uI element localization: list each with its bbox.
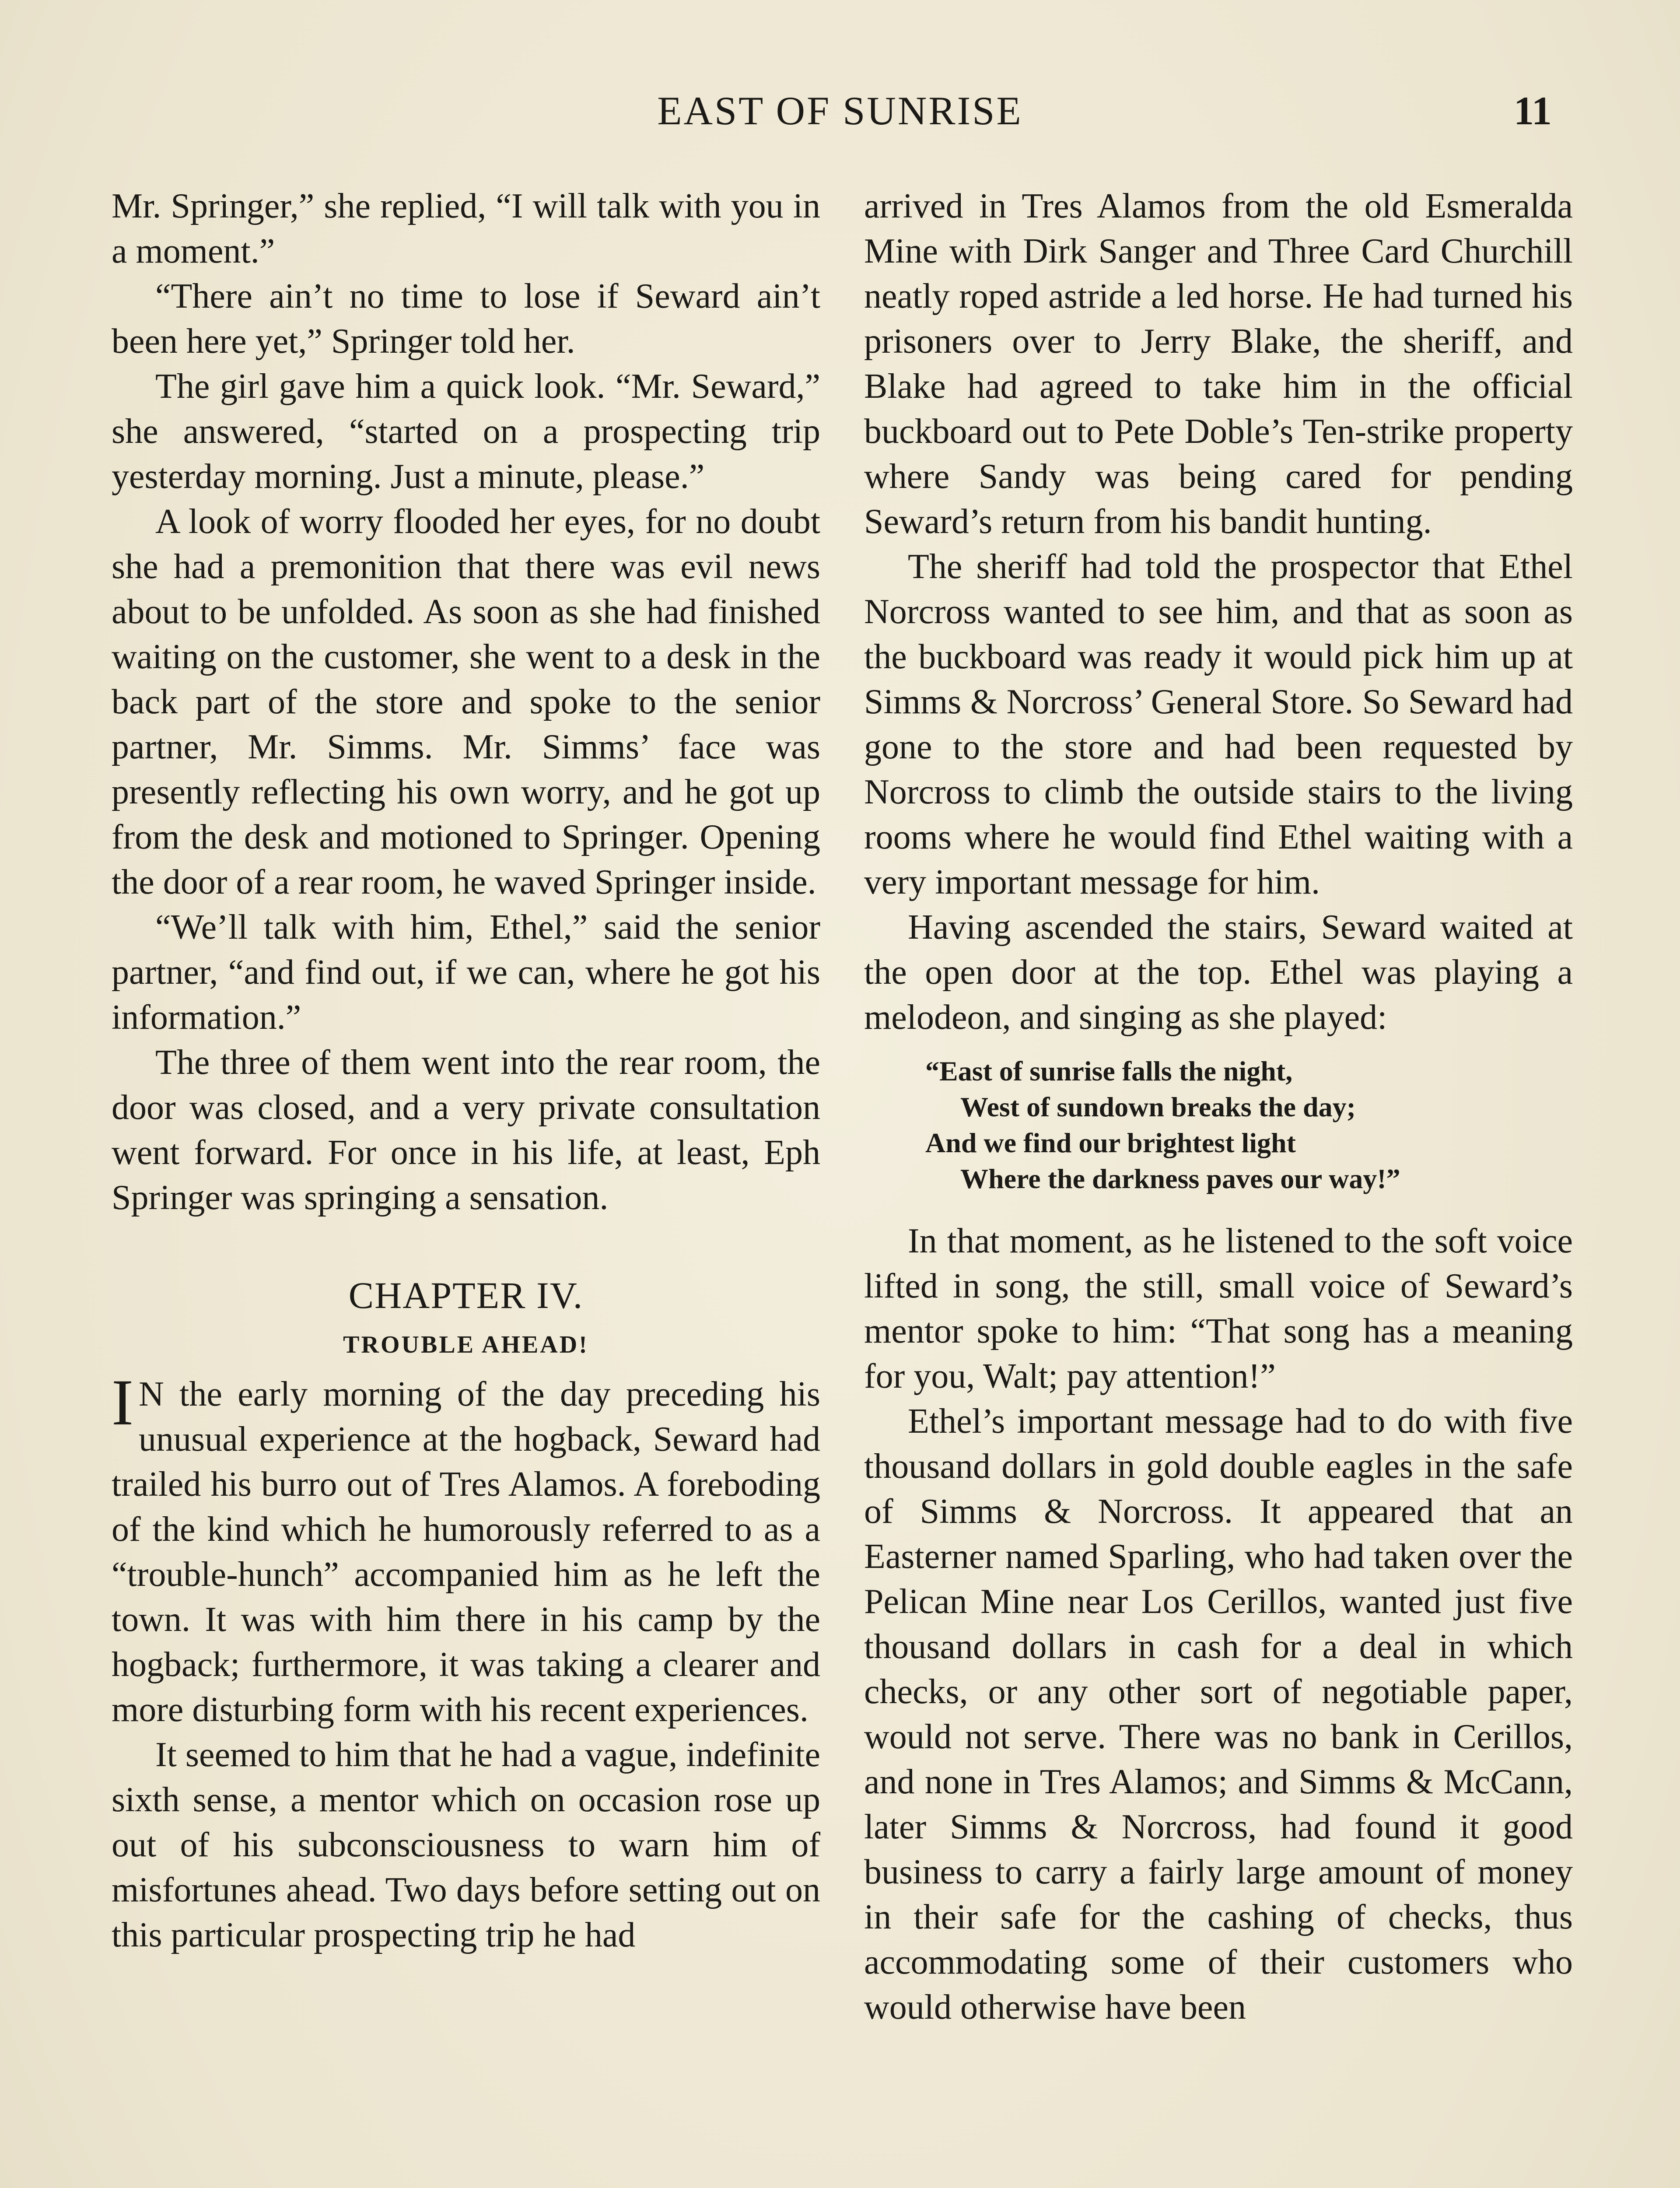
song-verse: [925, 1053, 1573, 1197]
paragraph: The sheriff had told the prospector that Ethel Norcross wanted to see him, and that as soon as the buckboard was ready it would pick him up at Simms & Norcross’ General Store. So Seward had gone to the store and had been requested by Norcross to climb the outside stairs to the living rooms where he would find Ethel waiting with a very important message for him.: [864, 547, 1573, 901]
page-number: 11: [1514, 88, 1552, 133]
chapter-opening-paragraph: IN the early morning of the day preceding his unusual experience at the hogback, Seward had trailed his burro out of Tres Alamos. A foreboding of the kind which he humorously referred to as a “trouble-hunch” accompanied him as he left the town. It was with him there in his camp by the hogback; furthermore, it was taking a clearer and more disturbing form with his recent experiences.: [112, 1366, 820, 1729]
verse-line: West of sundown breaks the day;: [960, 1091, 1356, 1122]
paragraph: “There ain’t no time to lose if Seward ain’t been here yet,” Springer told her.: [112, 277, 820, 361]
paragraph: Having ascended the stairs, Seward waited at the open door at the top. Ethel was playing a melodeon, and singing as she played:: [864, 908, 1573, 1037]
paragraph: arrived in Tres Alamos from the old Esmeralda Mine with Dirk Sanger and Three Card Churchill neatly roped astride a led horse. He had turned his prisoners over to Jerry Blake, the sheriff, and Blake had agreed to take him in the official buckboard out to Pete Doble’s Ten-strike property where Sandy was being cared for pending Seward’s return from his bandit hunting.: [864, 187, 1573, 541]
paragraph: “We’ll talk with him, Ethel,” said the senior partner, “and find out, if we can, where he got his information.”: [112, 908, 820, 1037]
paragraph: The girl gave him a quick look. “Mr. Seward,” she answered, “started on a prospecting trip yesterday morning. Just a minute, please.”: [112, 367, 820, 496]
paragraph: Mr. Springer,” she replied, “I will talk with you in a moment.”: [112, 187, 820, 270]
verse-line: Where the darkness paves our way!”: [960, 1163, 1400, 1194]
paragraph: It seemed to him that he had a vague, indefinite sixth sense, a mentor which on occasion rose up out of his subconsciousness to warn him of misfortunes ahead. Two days before setting out on this particular prospecting trip he had: [112, 1736, 820, 1954]
chapter-heading: CHAPTER IV.: [348, 1274, 584, 1316]
verse-line: “East of sunrise falls the night,: [925, 1055, 1293, 1087]
paragraph: The three of them went into the rear room, the door was closed, and a very private consultation went forward. For once in his life, at least, Eph Springer was springing a sensation.: [112, 1043, 820, 1217]
left-column: [112, 184, 820, 1958]
chapter-subtitle: TROUBLE AHEAD!: [343, 1331, 589, 1358]
running-title: EAST OF SUNRISE: [657, 88, 1023, 133]
paragraph: A look of worry flooded her eyes, for no doubt she had a premonition that there was evil news about to be unfolded. As soon as she had finished waiting on the customer, she went to a desk in the back part of the store and spoke to the senior partner, Mr. Simms. Mr. Simms’ face was presently reflecting his own worry, and he got up from the desk and motioned to Springer. Opening the door of a rear room, he waved Springer inside.: [112, 502, 820, 901]
paragraph: Ethel’s important message had to do with five thousand dollars in gold double eagles in the safe of Simms & Norcross. It appeared that an Easterner named Sparling, who had taken over the Pelican Mine near Los Cerillos, wanted just five thousand dollars in cash for a deal in which checks, or any other sort of negotiable paper, would not serve. There was no bank in Cerillos, and none in Tres Alamos; and Simms & McCann, later Simms & Norcross, had found it good business to carry a fairly large amount of money in their safe for the cashing of checks, thus accommodating some of their customers who would otherwise have been: [864, 1402, 1573, 2027]
page-header: [0, 88, 1680, 140]
verse-line: And we find our brightest light: [925, 1127, 1296, 1158]
paragraph: In that moment, as he listened to the soft voice lifted in song, the still, small voice of Seward’s mentor spoke to him: “That song has a meaning for you, Walt; pay attention!”: [864, 1222, 1573, 1396]
right-column: [864, 184, 1573, 2030]
